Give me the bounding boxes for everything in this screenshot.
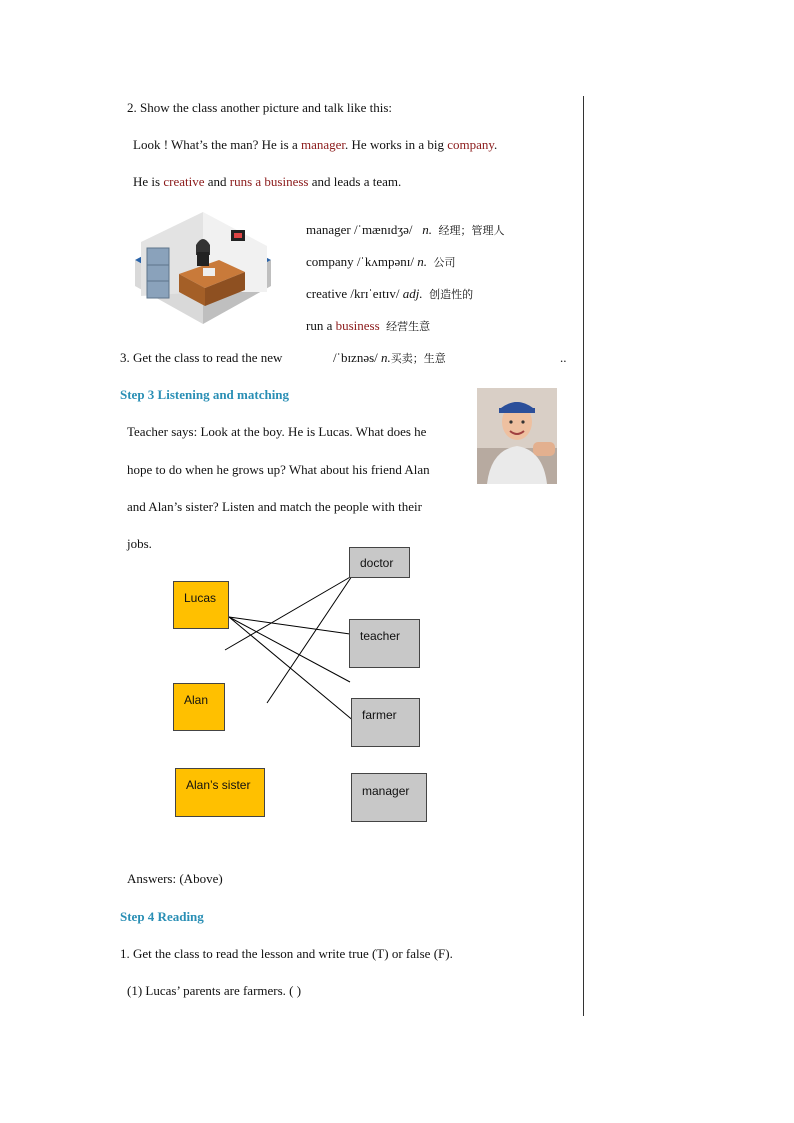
vocab-manager: manager /ˈmænɪdʒə/ n. 经理；管理人: [306, 222, 505, 237]
item-3-text: 3. Get the class to read the new: [120, 350, 283, 365]
step-3-line-1: Teacher says: Look at the boy. He is Lucas. What does he: [127, 424, 427, 439]
step-4-item-1: 1. Get the class to read the lesson and write true (T) or false (F).: [120, 946, 453, 961]
person-box-lucas: Lucas: [173, 581, 229, 629]
vocab-run-a-business: run a business 经营生意: [306, 318, 431, 333]
step-3-line-2: hope to do when he grows up? What about his friend Alan: [127, 462, 430, 477]
dialogue-line-2: He is creative and runs a business and leads a team.: [133, 174, 402, 189]
vocab-creative: creative /krɪˈeɪtɪv/ adj. 创造性的: [306, 286, 474, 301]
answers-text: Answers: (Above): [127, 871, 223, 886]
job-box-farmer: farmer: [351, 698, 420, 747]
step-4-heading: Step 4 Reading: [120, 909, 204, 924]
job-box-doctor: doctor: [349, 547, 410, 578]
step-3-line-4: jobs.: [127, 536, 152, 551]
item-3-phonetic: /ˈbɪznəs/ n.买卖；生意: [333, 350, 446, 365]
item-3-tail: ..: [560, 350, 567, 365]
person-box-alans-sister: Alan’s sister: [175, 768, 265, 817]
dialogue-line-1: Look ! What’s the man? He is a manager. He works in a big company.: [133, 137, 498, 152]
step-3-heading: Step 3 Listening and matching: [120, 387, 290, 402]
item-2-text: 2. Show the class another picture and talk like this:: [127, 100, 392, 115]
job-box-teacher: teacher: [349, 619, 420, 668]
job-box-manager: manager: [351, 773, 427, 822]
step-4-question-1: (1) Lucas’ parents are farmers. ( ): [127, 983, 302, 998]
person-box-alan: Alan: [173, 683, 225, 731]
step-3-line-3: and Alan’s sister? Listen and match the people with their: [127, 499, 422, 514]
vocab-company: company /ˈkʌmpənɪ/ n. 公司: [306, 254, 456, 269]
